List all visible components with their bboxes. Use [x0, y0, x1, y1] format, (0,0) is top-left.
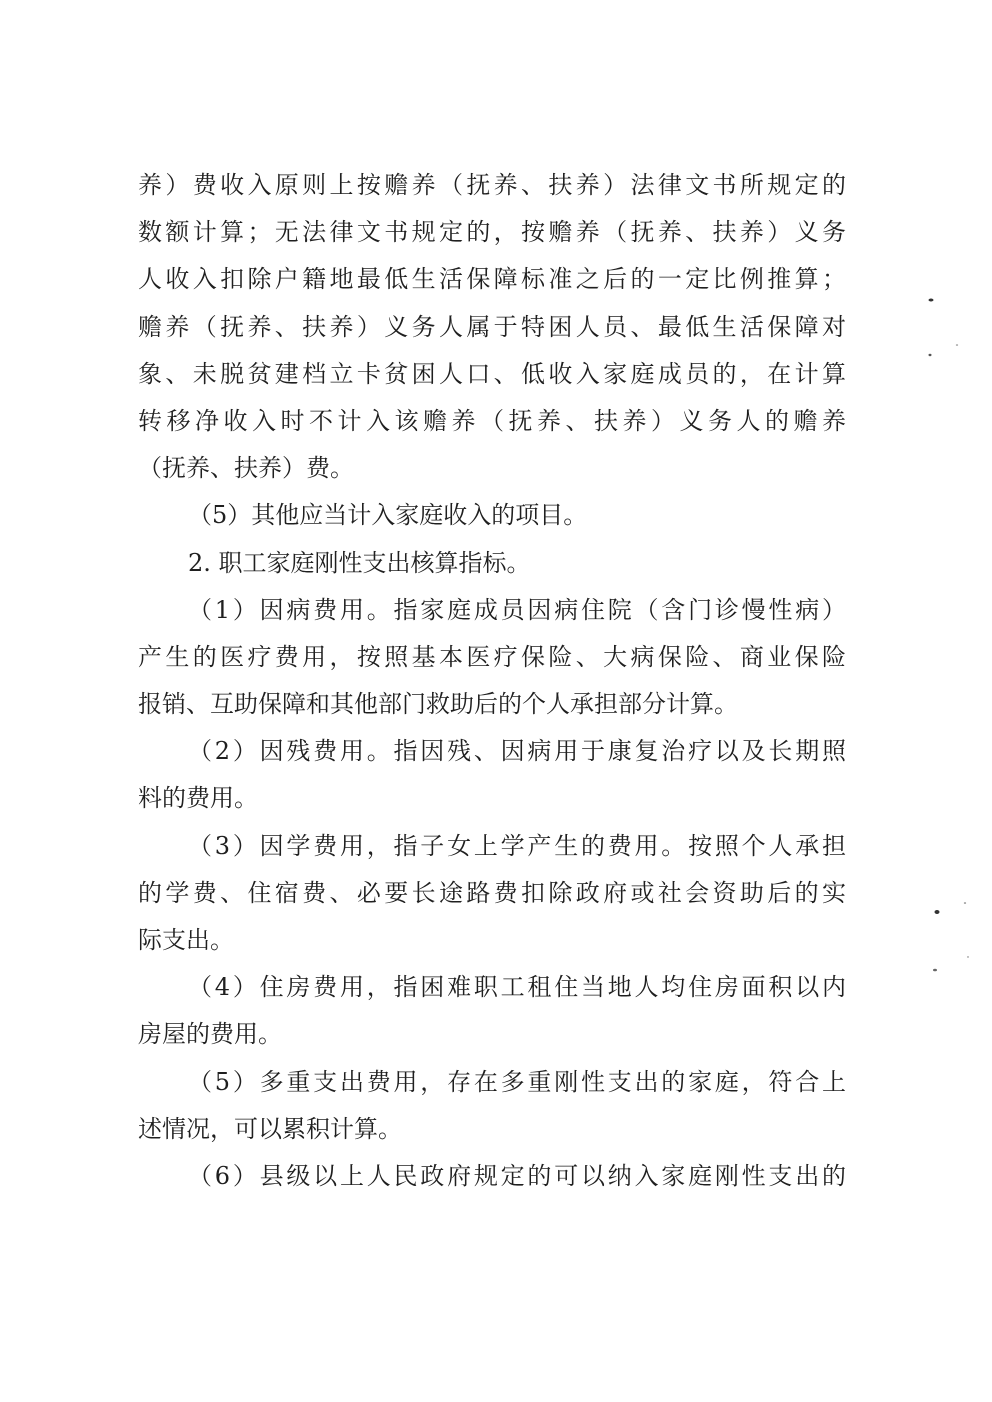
text-line: 房屋的费用。: [138, 1020, 282, 1049]
text-line: 2. 职工家庭刚性支出核算指标。: [188, 548, 531, 577]
text-line: （1）因病费用。指家庭成员因病住院（含门诊慢性病）: [188, 595, 846, 624]
text-line: （3）因学费用，指子女上学产生的费用。按照个人承担: [188, 831, 846, 860]
text-line: 人收入扣除户籍地最低生活保障标准之后的一定比例推算；: [138, 265, 846, 294]
text-line: （抚养、扶养）费。: [138, 454, 354, 483]
text-line: （2）因残费用。指因残、因病用于康复治疗以及长期照: [188, 737, 846, 766]
text-line: 料的费用。: [138, 784, 258, 813]
text-line: 数额计算；无法律文书规定的，按赡养（抚养、扶养）义务: [138, 218, 846, 247]
text-line: 转移净收入时不计入该赡养（抚养、扶养）义务人的赡养: [138, 406, 846, 435]
text-line: 象、未脱贫建档立卡贫困人口、低收入家庭成员的，在计算: [138, 359, 846, 388]
text-line: 述情况，可以累积计算。: [138, 1114, 402, 1143]
scan-speck: [964, 902, 966, 904]
text-line: （5）多重支出费用，存在多重刚性支出的家庭，符合上: [188, 1067, 846, 1096]
scan-speck: [967, 956, 969, 957]
scan-speck: [935, 910, 940, 914]
body-text: [138, 162, 846, 1200]
text-line: 际支出。: [138, 926, 234, 954]
text-line: 报销、互助保障和其他部门救助后的个人承担部分计算。: [138, 690, 738, 719]
scan-speck: [933, 969, 937, 972]
scan-speck: [956, 344, 958, 346]
text-line: （5）其他应当计入家庭收入的项目。: [188, 501, 588, 530]
text-line: 养）费收入原则上按赡养（抚养、扶养）法律文书所规定的: [138, 171, 846, 199]
text-line: （6）县级以上人民政府规定的可以纳入家庭刚性支出的: [188, 1161, 846, 1190]
scan-speck: [929, 299, 934, 302]
text-line: （4）住房费用，指困难职工租住当地人均住房面积以内: [188, 973, 846, 1002]
scan-speck: [929, 354, 932, 356]
text-line: 的学费、住宿费、必要长途路费扣除政府或社会资助后的实: [138, 878, 846, 907]
text-line: 产生的医疗费用，按照基本医疗保险、大病保险、商业保险: [138, 642, 846, 671]
text-line: 赡养（抚养、扶养）义务人属于特困人员、最低生活保障对: [138, 312, 846, 341]
